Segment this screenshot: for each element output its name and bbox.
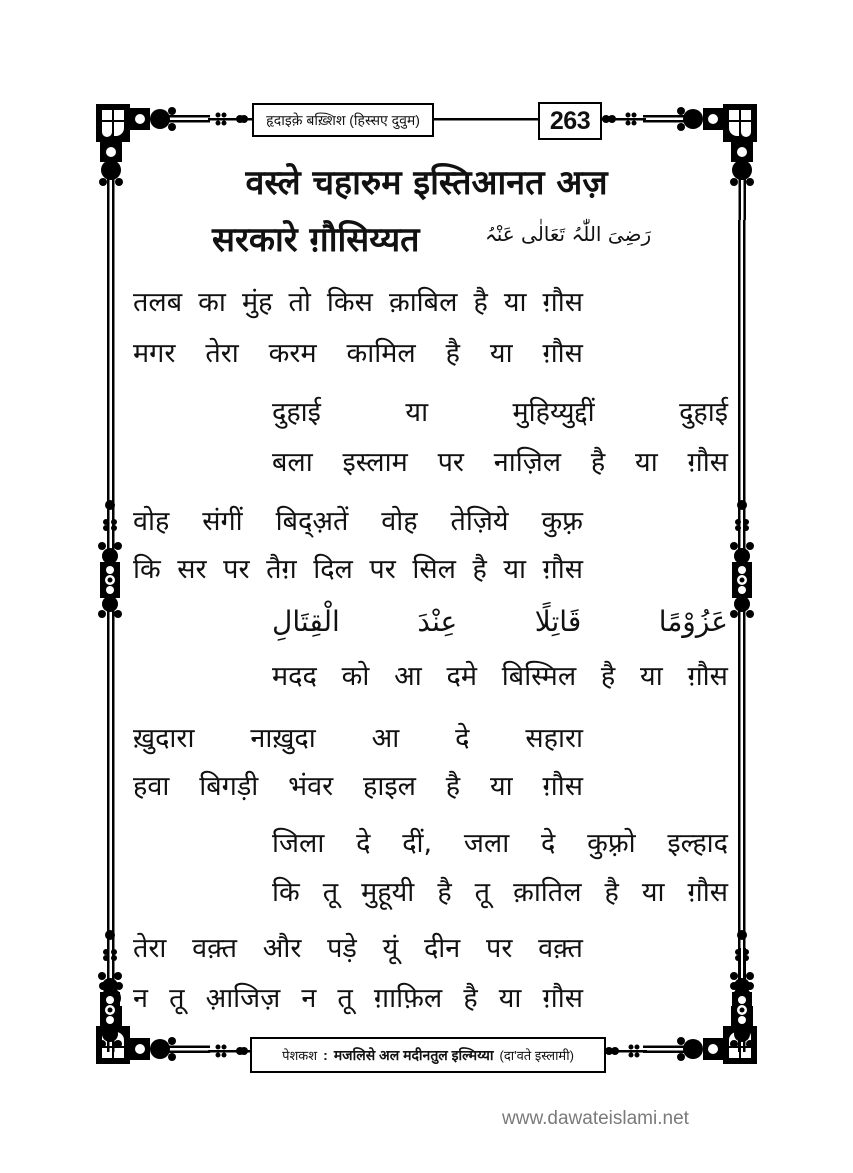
verse-word: करम [268, 338, 317, 369]
verse-word: का [198, 287, 226, 318]
verse-word: ग़ौस [687, 877, 728, 908]
verse-word: قَاتِلًا [534, 605, 582, 638]
verse-word: वक़्त [192, 933, 238, 964]
verse-word: दुहाई [679, 397, 728, 428]
verse-word: आ [371, 723, 400, 754]
verse-line [133, 978, 583, 1015]
verse-word: संगीं [202, 506, 243, 537]
verse-word: भंवर [288, 771, 334, 802]
verse-word: या [503, 554, 526, 585]
verse-word: है [472, 554, 487, 585]
verse-word: हवा [133, 771, 170, 802]
verse-word: या [640, 661, 663, 692]
verse-word: है [463, 983, 478, 1014]
verse-word: दे [455, 723, 470, 754]
chapter-title-line1: वस्ले चहारुम इस्तिआनत अज़ [245, 163, 608, 203]
verse-word: ग़ौस [542, 554, 583, 585]
book-title: हृदाइक़े बख़्शिश (हिस्सए दुवुम) [266, 111, 420, 128]
verse-word: या [405, 397, 429, 428]
verse-word: ख़ुदारा [133, 723, 195, 754]
verse-word: ग़ौस [687, 661, 728, 692]
verse-line [272, 392, 728, 429]
verse-word: आ़जिज़ [205, 983, 281, 1014]
verse-word: या [503, 287, 527, 318]
verse-word: न [301, 983, 317, 1014]
chapter-title-line2: सरकारे ग़ौसिय्यत [212, 220, 420, 260]
verse-word: तेरा [133, 933, 167, 964]
verse-line [272, 442, 728, 479]
verse-word: जला [463, 828, 510, 859]
verse-word: यूं [382, 933, 399, 964]
verse-word: मदद [272, 661, 317, 692]
verse-line [133, 333, 583, 370]
verse-word: सर [177, 554, 207, 585]
verse-word: पर [369, 554, 396, 585]
verse-word: बिगड़ी [199, 771, 259, 802]
verse-word: ग़ौस [542, 287, 583, 318]
verse-word: सिल [412, 554, 456, 585]
verse-word: कि [272, 877, 300, 908]
honorific-arabic: رَضِیَ اللّٰہُ تَعَالٰی عَنْہُ [485, 222, 652, 246]
publisher-name: मजलिसे अल मदीनतुल इल्मिय्या [333, 1046, 494, 1063]
verse-word: हाइल [363, 771, 416, 802]
verse-word: तैग़ [266, 554, 297, 585]
verse-word: कुफ़्रो [587, 828, 636, 859]
verse-word: कामिल [346, 338, 416, 369]
verse-word: न [133, 983, 148, 1014]
verse-word: है [590, 447, 606, 478]
page-number-box [538, 102, 602, 140]
verse-line [133, 549, 583, 586]
verse-word: है [445, 771, 461, 802]
presented-by-label: पेशकश [282, 1048, 318, 1063]
verse-word: आ [394, 661, 422, 692]
verse-word: पड़े [327, 933, 357, 964]
verse-word: इल्हाद [667, 828, 728, 859]
verse-word: बला [272, 447, 313, 478]
verse-word: तू [474, 877, 491, 908]
verse-word: सहारा [525, 723, 583, 754]
verse-word: عَزُوْمًا [658, 605, 728, 638]
verse-word: तू [337, 983, 353, 1014]
verse-word: दीं, [402, 828, 433, 859]
verse-word: है [445, 338, 460, 369]
book-title-box [252, 103, 434, 137]
verse-word: दमे [446, 661, 477, 692]
verse-word: तू [322, 877, 339, 908]
colon: : [323, 1047, 328, 1063]
verse-word: है [600, 661, 616, 692]
page-number: 263 [549, 106, 591, 135]
verse-word: ग़ाफ़िल [373, 983, 443, 1014]
verse-word: नाख़ुदा [250, 723, 316, 754]
verse-word: कुफ़्र [541, 506, 583, 537]
verse-word: क़ाबिल [388, 287, 458, 318]
verse-word: नाज़िल [493, 447, 562, 478]
verse-word: दीन [423, 933, 461, 964]
verse-word: इस्लाम [342, 447, 408, 478]
verse-word: या [641, 877, 665, 908]
verse-word: या [498, 983, 522, 1014]
verse-word: मुहूयी [361, 877, 415, 908]
verse-word: वोह [381, 506, 418, 537]
verse-line [272, 872, 728, 909]
verse-word: الْقِتَالِ [272, 605, 340, 638]
verse-word: दुहाई [272, 397, 321, 428]
verse-word: बिद्अ़तें [275, 506, 349, 537]
verse-line [133, 282, 583, 319]
verse-word: को [341, 661, 370, 692]
arabic-verse-line [272, 605, 728, 638]
verse-line [133, 928, 583, 965]
verse-line [272, 656, 728, 693]
verse-word: है [604, 877, 619, 908]
website-url: www.dawateislami.net [502, 1108, 689, 1129]
verse-word: ग़ौस [687, 447, 728, 478]
verse-word: ग़ौस [542, 338, 583, 369]
verse-word: मुहिय्युद्दीं [512, 397, 595, 428]
verse-word: मुंह [241, 287, 273, 318]
verse-line [133, 501, 583, 538]
verse-word: कि [133, 554, 161, 585]
organization-name: (दा'वते इस्लामी) [499, 1048, 574, 1063]
verse-word: मगर [133, 338, 176, 369]
verse-word: दिल [313, 554, 353, 585]
verse-word: वक़्त [538, 933, 583, 964]
verse-word: है [437, 877, 452, 908]
verse-word: عِنْدَ [417, 605, 458, 638]
verse-word: पर [485, 933, 513, 964]
verse-word: तेरा [205, 338, 239, 369]
verse-word: या [490, 771, 513, 802]
verse-word: दे [541, 828, 556, 859]
verse-word: पर [437, 447, 464, 478]
verse-word: और [262, 933, 302, 964]
verse-word: ग़ौस [542, 983, 583, 1014]
verse-word: किस [326, 287, 373, 318]
verse-word: दे [356, 828, 371, 859]
verse-line [133, 766, 583, 803]
verse-word: बिस्मिल [501, 661, 577, 692]
verse-line [133, 718, 583, 755]
verse-word: जिला [272, 828, 325, 859]
verse-word: ग़ौस [542, 771, 583, 802]
verse-word: क़ातिल [513, 877, 582, 908]
publisher-box [250, 1037, 606, 1073]
verse-line [272, 823, 728, 860]
verse-word: या [489, 338, 513, 369]
verse-word: तलब [133, 287, 183, 318]
verse-word: वोह [133, 506, 170, 537]
verse-word: तेज़िये [450, 506, 509, 537]
verse-word: पर [223, 554, 250, 585]
verse-word: या [635, 447, 658, 478]
verse-word: तू [169, 983, 185, 1014]
verse-word: तो [288, 287, 311, 318]
verse-word: है [473, 287, 488, 318]
